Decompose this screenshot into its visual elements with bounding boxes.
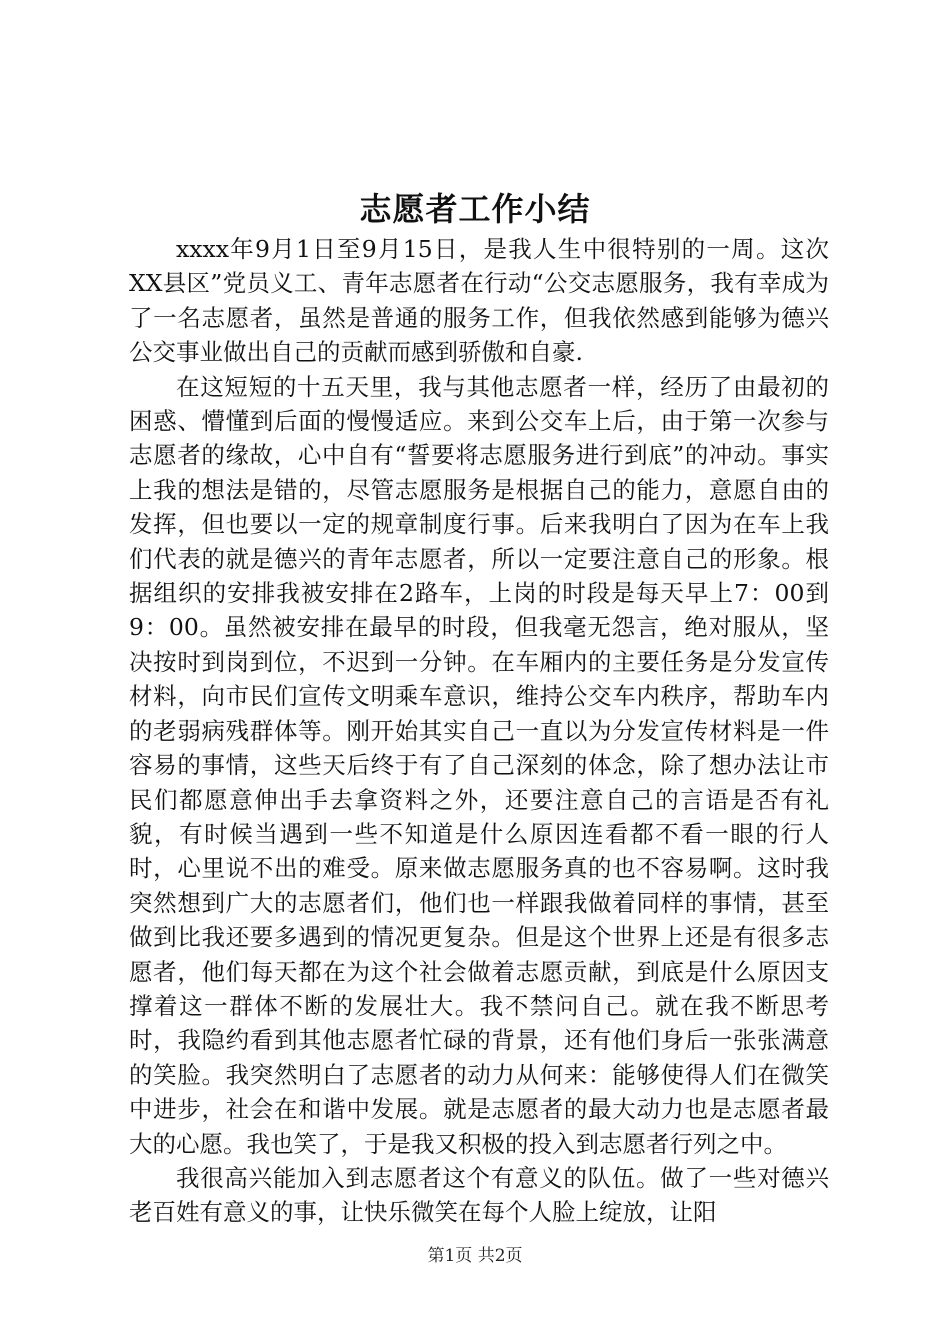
document-title: 志愿者工作小结	[359, 190, 591, 228]
paragraph-1: xxxx年9月1日至9月15日，是我人生中很特别的一周。这次XX县区”党员义工、青年志愿者在行动“公交志愿服务，我有幸成为了一名志愿者，虽然是普通的服务工作，但我依然感到能够为德兴公交事业做出自己的贡献而感到骄傲和自豪.	[129, 235, 829, 367]
page-footer: 第1页 共2页	[427, 1246, 523, 1266]
document-body	[129, 232, 829, 1230]
paragraph-3: 我很高兴能加入到志愿者这个有意义的队伍。做了一些对德兴老百姓有意义的事，让快乐微笑在每个人脸上绽放，让阳	[129, 1163, 829, 1227]
paragraph-2: 在这短短的十五天里，我与其他志愿者一样，经历了由最初的困惑、懵懂到后面的慢慢适应。来到公交车上后，由于第一次参与志愿者的缘故，心中自有“誓要将志愿服务进行到底”的冲动。事实上我的想法是错的，尽管志愿服务是根据自己的能力，意愿自由的发挥，但也要以一定的规章制度行事。后来我明白了因为在车上我们代表的就是德兴的青年志愿者，所以一定要注意自己的形象。根据组织的安排我被安排在2路车，上岗的时段是每天早上7：00到9：00。虽然被安排在最早的时段，但我毫无怨言，绝对服从，坚决按时到岗到位，不迟到一分钟。在车厢内的主要任务是分发宣传材料，向市民们宣传文明乘车意识，维持公交车内秩序，帮助车内的老弱病残群体等。刚开始其实自己一直以为分发宣传材料是一件容易的事情，这些天后终于有了自己深刻的体念，除了想办法让市民们都愿意伸出手去拿资料之外，还要注意自己的言语是否有礼貌，有时候当遇到一些不知道是什么原因连看都不看一眼的行人时，心里说不出的难受。原来做志愿服务真的也不容易啊。这时我突然想到广大的志愿者们，他们也一样跟我做着同样的事情，甚至做到比我还要多遇到的情况更复杂。但是这个世界上还是有很多志愿者，他们每天都在为这个社会做着志愿贡献，到底是什么原因支撑着这一群体不断的发展壮大。我不禁问自己。就在我不断思考时，我隐约看到其他志愿者忙碌的背景，还有他们身后一张张满意的笑脸。我突然明白了志愿者的动力从何来：能够使得人们在微笑中进步，社会在和谐中发展。就是志愿者的最大动力也是志愿者最大的心愿。我也笑了，于是我又积极的投入到志愿者行列之中。	[129, 372, 829, 1158]
